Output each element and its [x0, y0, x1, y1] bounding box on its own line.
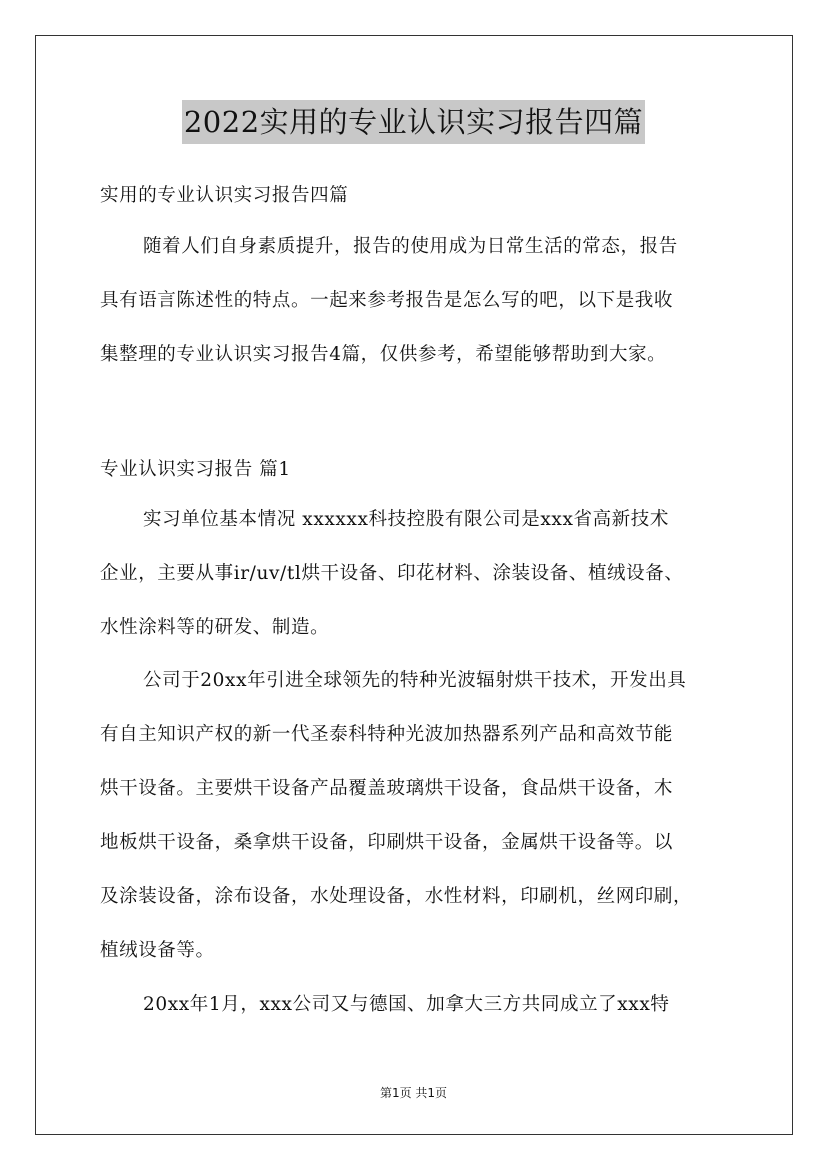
paragraph-3	[100, 978, 728, 1032]
paragraph-line: 水性涂料等的研发、制造。	[100, 617, 330, 638]
section-heading: 专业认识实习报告 篇1	[100, 459, 291, 480]
page-footer: 第1页 共1页	[379, 1086, 448, 1100]
paragraph-line: 公司于20xx年引进全球领先的特种光波辐射烘干技术，开发出具	[143, 670, 687, 691]
paragraph-line: 20xx年1月，xxx公司又与德国、加拿大三方共同成立了xxx特	[143, 994, 670, 1015]
intro-line: 随着人们自身素质提升，报告的使用成为日常生活的常态，报告	[143, 236, 678, 257]
paragraph-line: 实习单位基本情况 xxxxxx科技控股有限公司是xxx省高新技术	[143, 509, 669, 530]
paragraph-line: 地板烘干设备，桑拿烘干设备，印刷烘干设备，金属烘干设备等。以	[100, 832, 674, 853]
paragraph-line: 及涂装设备，涂布设备，水处理设备，水性材料，印刷机，丝网印刷，	[100, 886, 693, 907]
intro-paragraph	[100, 220, 728, 382]
document-subtitle: 实用的专业认识实习报告四篇	[100, 185, 349, 206]
paragraph-line: 植绒设备等。	[100, 940, 215, 961]
document-title: 2022实用的专业认识实习报告四篇	[182, 100, 645, 144]
title-container	[0, 100, 827, 144]
intro-line: 集整理的专业认识实习报告4篇，仅供参考，希望能够帮助到大家。	[100, 344, 667, 365]
paragraph-line: 烘干设备。主要烘干设备产品覆盖玻璃烘干设备，食品烘干设备，木	[100, 778, 674, 799]
paragraph-line: 有自主知识产权的新一代圣泰科特种光波加热器系列产品和高效节能	[100, 724, 674, 745]
paragraph-line: 企业，主要从事ir/uv/tl烘干设备、印花材料、涂装设备、植绒设备、	[100, 563, 684, 584]
paragraph-2	[100, 654, 728, 978]
intro-line: 具有语言陈述性的特点。一起来参考报告是怎么写的吧，以下是我收	[100, 290, 674, 311]
paragraph-1	[100, 493, 728, 655]
